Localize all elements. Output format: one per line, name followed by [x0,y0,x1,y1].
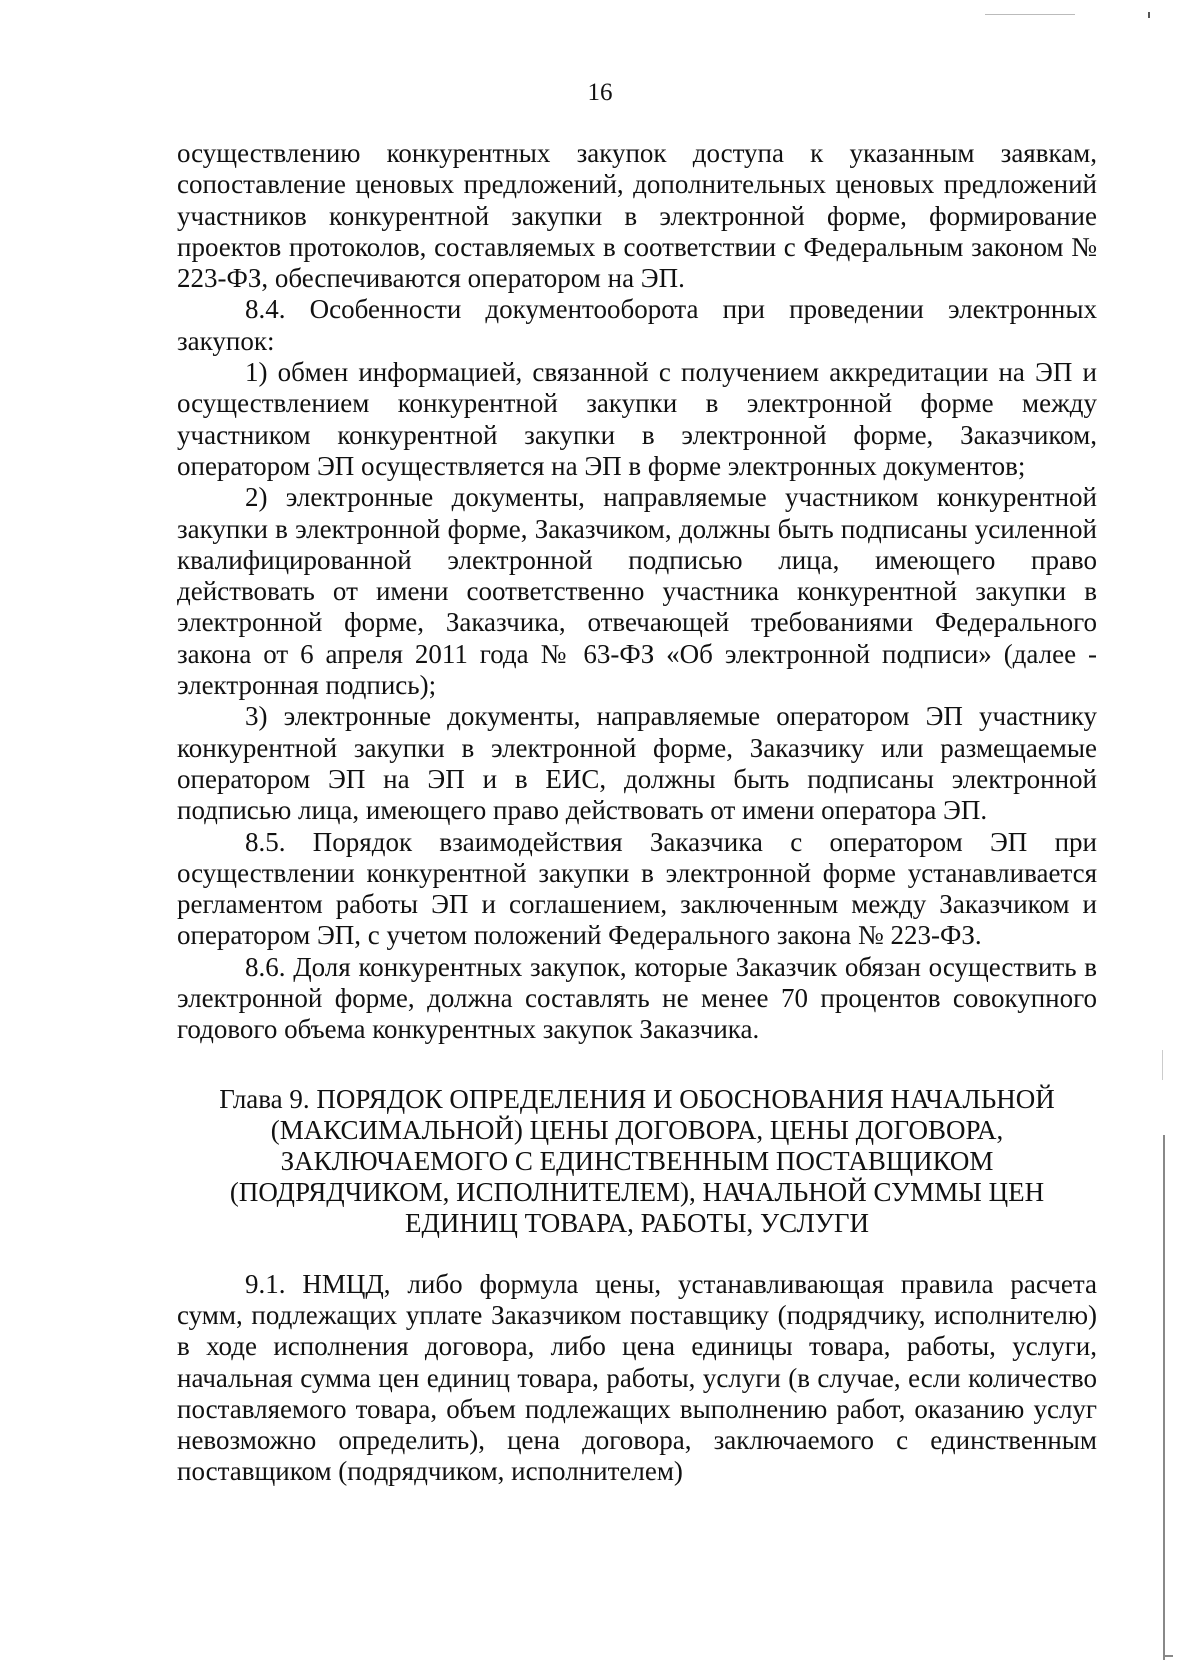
list-item-1: 1) обмен информацией, связанной с получением аккредитации на ЭП и осуществлением конкурентной закупки в электронной форме между участником конкурентной закупки в электронной форме, Заказчиком, оператором ЭП осуществляется на ЭП в форме электронных документов; [177,357,1097,481]
scan-artifact-edge-upper [1162,1050,1163,1080]
chapter-9-heading: Глава 9. ПОРЯДОК ОПРЕДЕЛЕНИЯ И ОБОСНОВАНИЯ НАЧАЛЬНОЙ (МАКСИМАЛЬНОЙ) ЦЕНЫ ДОГОВОРА, ЦЕНЫ ДОГОВОРА, ЗАКЛЮЧАЕМОГО С ЕДИНСТВЕННЫМ ПОСТАВЩИКОМ (ПОДРЯДЧИКОМ, ИСПОЛНИТЕЛЕМ), НАЧАЛЬНОЙ СУММЫ ЦЕН ЕДИНИЦ ТОВАРА, РАБОТЫ, УСЛУГИ [219,1083,1055,1238]
scan-artifact-top [985,14,1075,15]
scan-artifact-edge-line [1163,1135,1165,1660]
paragraph-8-6: 8.6. Доля конкурентных закупок, которые Заказчик обязан осуществить в электронной форме, должна составлять не менее 70 процентов совокупного годового объема конкурентных закупок Заказчика. [177,951,1097,1045]
paragraph-8-5: 8.5. Порядок взаимодействия Заказчика с оператором ЭП при осуществлении конкурентной закупки в электронной форме устанавливается регламентом работы ЭП и соглашением, заключенным между Заказчиком и оператором ЭП, с учетом положений Федерального закона № 223-ФЗ. [177,826,1097,951]
scan-artifact-edge-foot [1163,1655,1173,1657]
scan-artifact-dot [1148,12,1150,18]
list-item-2: 2) электронные документы, направляемые участником конкурентной закупки в электронной форме, Заказчиком, должны быть подписаны усиленной квалифицированной электронной подписью лица, имеющего право действовать от имени соответственно участника конкурентной закупки в электронной форме, Заказчика, отвечающей требованиями Федерального закона от 6 апреля 2011 года № 63-ФЗ «Об электронной подписи» (далее - электронная подпись); [177,482,1097,701]
document-body [177,138,1097,1488]
paragraph-8-4: 8.4. Особенности документооборота при проведении электронных закупок: [177,294,1097,356]
paragraph-9-1: 9.1. НМЦД, либо формула цены, устанавливающая правила расчета сумм, подлежащих уплате Заказчиком поставщику (подрядчику, исполнителю) в ходе исполнения договора, либо цена единицы товара, работы, услуги, начальная сумма цен единиц товара, работы, услуги (в случае, если количество поставляемого товара, объем подлежащих выполнению работ, оказанию услуг невозможно определить), цена договора, заключаемого с единственным поставщиком (подрядчиком, исполнителем) [177,1268,1097,1487]
list-item-3: 3) электронные документы, направляемые оператором ЭП участнику конкурентной закупки в электронной форме, Заказчику или размещаемые оператором ЭП на ЭП и в ЕИС, должны быть подписаны электронной подписью лица, имеющего право действовать от имени оператора ЭП. [177,701,1097,826]
paragraph-continuation: осуществлению конкурентных закупок доступа к указанным заявкам, сопоставление ценовых предложений, дополнительных ценовых предложений участников конкурентной закупки в электронной форме, формирование проектов протоколов, составляемых в соответствии с Федеральным законом № 223-ФЗ, обеспечиваются оператором на ЭП. [177,138,1097,294]
page-number: 16 [587,79,613,106]
